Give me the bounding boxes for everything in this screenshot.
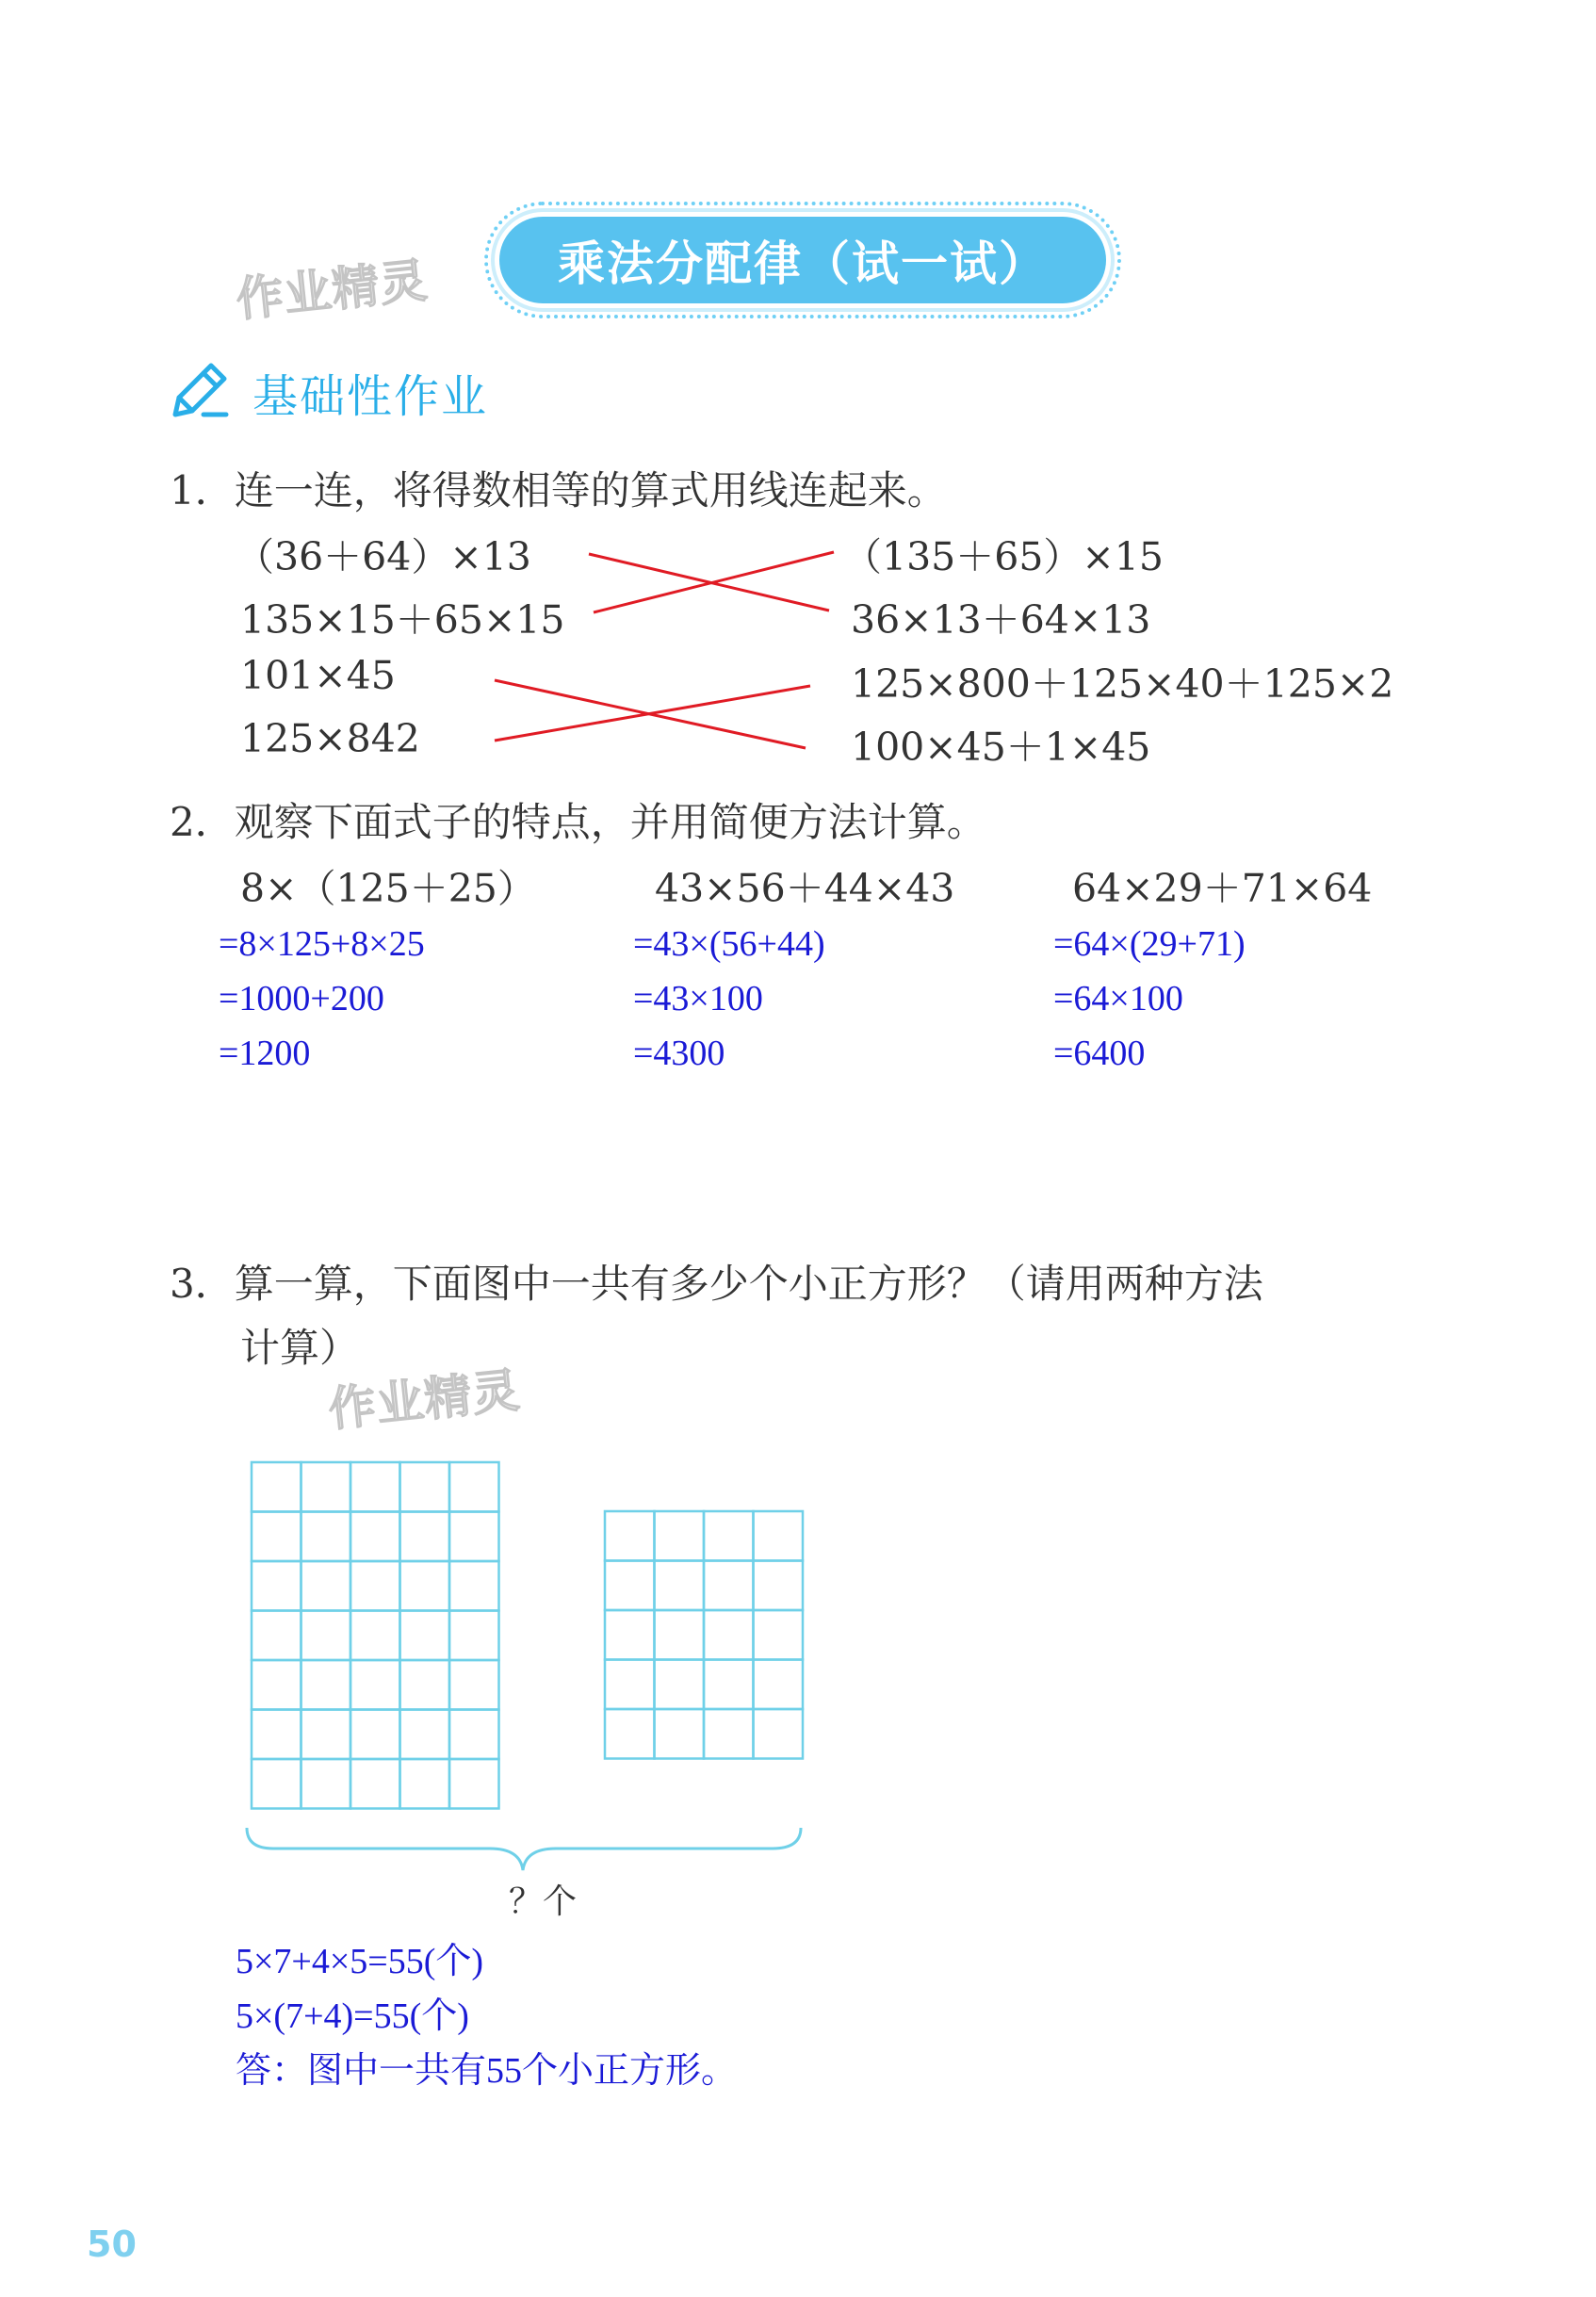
- q2-problem-2: 43×56＋44×43: [655, 866, 955, 911]
- q1-right-2: 36×13＋64×13: [851, 597, 1151, 643]
- q2-problem-1: 8×（125＋25）: [240, 866, 536, 911]
- q1-left-1: （36＋64）×13: [236, 534, 531, 579]
- watermark-top: 作业精灵: [233, 253, 431, 328]
- q2-answer-2-step-1: =43×(56+44): [633, 924, 825, 964]
- q2-answer-3-step-3: =6400: [1053, 1034, 1146, 1073]
- q1-left-3: 101×45: [240, 653, 396, 698]
- q2-answer-2-step-3: =4300: [633, 1034, 725, 1073]
- q1-left-4: 125×842: [240, 716, 420, 761]
- q3-prompt-line-2: 计算）: [240, 1325, 360, 1371]
- watermark-middle: 作业精灵: [325, 1362, 523, 1438]
- q3-prompt-line-1: 3．算一算，下面图中一共有多少个小正方形？（请用两种方法: [170, 1261, 1263, 1307]
- q2-answer-1-step-3: =1200: [219, 1034, 311, 1073]
- q1-left-2: 135×15＋65×15: [240, 597, 565, 643]
- q2-answer-1-step-2: =1000+200: [219, 979, 384, 1018]
- q3-answer-1: 5×7+4×5=55(个): [236, 1942, 484, 1981]
- page-number: 50: [87, 2224, 137, 2265]
- q2-answer-3-step-1: =64×(29+71): [1053, 924, 1246, 964]
- q2-answer-3-step-2: =64×100: [1053, 979, 1183, 1018]
- q1-prompt: 1．连一连，将得数相等的算式用线连起来。: [170, 467, 947, 513]
- q2-answer-2-step-2: =43×100: [633, 979, 763, 1018]
- q3-answer-3: 答：图中一共有55个小正方形。: [236, 2051, 738, 2091]
- q1-right-3: 125×800＋125×40＋125×2: [851, 661, 1394, 707]
- section-heading: 基础性作业: [252, 370, 489, 423]
- q2-prompt: 2．观察下面式子的特点，并用简便方法计算。: [170, 799, 986, 845]
- q2-answer-1-step-1: =8×125+8×25: [219, 924, 425, 964]
- q2-problem-3: 64×29＋71×64: [1072, 866, 1373, 911]
- q3-answer-2: 5×(7+4)=55(个): [236, 1996, 469, 2036]
- page-title-text: 乘法分配律（试一试）: [558, 236, 1048, 291]
- q1-right-1: （135＋65）×15: [843, 534, 1164, 579]
- q3-brace-label: ？个: [509, 1882, 578, 1921]
- q1-right-4: 100×45＋1×45: [851, 725, 1151, 770]
